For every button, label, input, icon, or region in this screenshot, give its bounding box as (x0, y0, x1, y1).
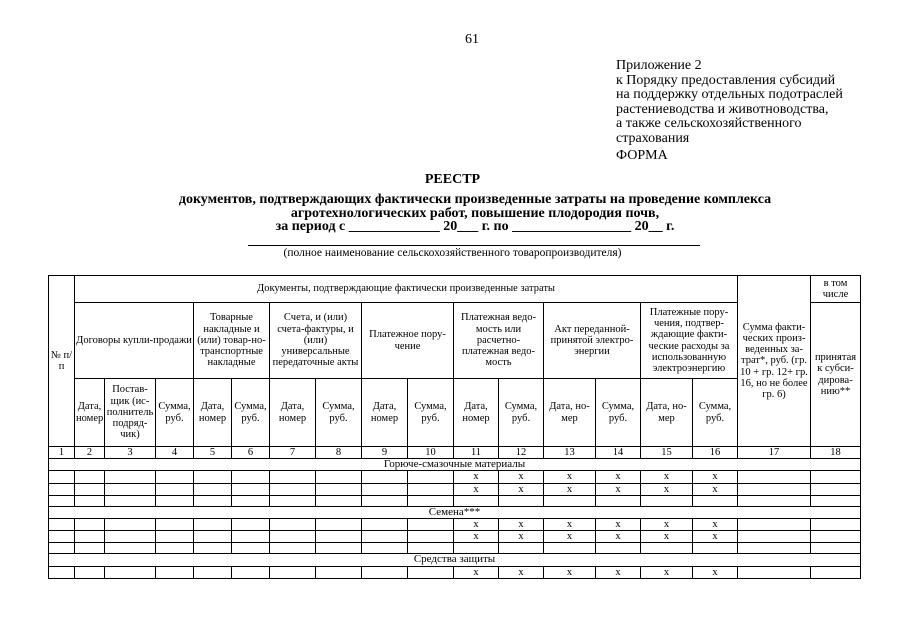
section-title-cell: Семена*** (49, 506, 861, 518)
empty-cell (75, 543, 105, 554)
empty-cell (105, 483, 156, 495)
header-accepted: принятая к субси-дирова-нию** (811, 303, 861, 447)
empty-cell (270, 495, 316, 506)
x-mark-cell: x (693, 471, 738, 483)
empty-cell (194, 483, 232, 495)
table-row (49, 495, 861, 506)
x-mark-cell: x (544, 483, 596, 495)
empty-cell (156, 471, 194, 483)
empty-cell (738, 483, 811, 495)
x-mark-cell: x (499, 566, 544, 578)
appendix-line: а также сельскохозяйственного (616, 116, 802, 132)
header-group-payroll: Платежная ведо-мость или расчетно-платежная ведо-мость (454, 303, 544, 379)
subheader-cell: Сумма, руб. (408, 379, 454, 447)
document-title: РЕЕСТР (424, 172, 481, 187)
header-group-payment-order: Платежное пору-чение (362, 303, 454, 379)
empty-cell (156, 483, 194, 495)
subheader-cell: Сумма, руб. (232, 379, 270, 447)
subheader-cell: Дата, но-мер (544, 379, 596, 447)
empty-cell (270, 566, 316, 578)
subtitle-period-line: за период с _____________ 20___ г. по _________________ 20__ г. (275, 219, 675, 234)
table-row (49, 531, 861, 543)
empty-cell (316, 566, 362, 578)
header-num: № п/п (49, 276, 75, 447)
column-number-cell: 18 (811, 447, 861, 459)
appendix-line: страхования (616, 130, 690, 146)
header-incl: в том числе (811, 276, 861, 303)
producer-caption: (полное наименование сельскохозяйственного товаропроизводителя) (283, 247, 622, 259)
x-mark-cell: x (499, 471, 544, 483)
column-number-cell: 5 (194, 447, 232, 459)
empty-cell (362, 543, 408, 554)
empty-cell (194, 519, 232, 531)
empty-cell (738, 471, 811, 483)
empty-cell (49, 483, 75, 495)
empty-cell (75, 519, 105, 531)
column-number-cell: 6 (232, 447, 270, 459)
empty-cell (811, 531, 861, 543)
empty-cell (75, 495, 105, 506)
empty-cell (408, 471, 454, 483)
empty-cell (105, 519, 156, 531)
column-number-cell: 8 (316, 447, 362, 459)
x-mark-cell: x (454, 483, 499, 495)
empty-cell (156, 543, 194, 554)
section-title-cell: Средства защиты (49, 554, 861, 566)
empty-cell (499, 495, 544, 506)
x-mark-cell: x (596, 531, 641, 543)
empty-cell (408, 483, 454, 495)
x-mark-cell: x (641, 519, 693, 531)
empty-cell (156, 531, 194, 543)
empty-cell (49, 471, 75, 483)
empty-cell (105, 471, 156, 483)
subheader-cell: Дата, номер (454, 379, 499, 447)
empty-cell (408, 566, 454, 578)
table-row (49, 483, 861, 495)
empty-cell (544, 543, 596, 554)
empty-cell (362, 471, 408, 483)
empty-cell (811, 519, 861, 531)
empty-cell (270, 471, 316, 483)
column-number-cell: 13 (544, 447, 596, 459)
column-number-cell: 15 (641, 447, 693, 459)
subheader-cell: Сумма, руб. (316, 379, 362, 447)
empty-cell (738, 531, 811, 543)
x-mark-cell: x (596, 471, 641, 483)
section-row (49, 506, 861, 518)
x-mark-cell: x (454, 566, 499, 578)
empty-cell (641, 543, 693, 554)
empty-cell (49, 543, 75, 554)
empty-cell (232, 483, 270, 495)
empty-cell (408, 543, 454, 554)
registry-table (48, 275, 861, 579)
column-number-cell: 14 (596, 447, 641, 459)
table-row (49, 543, 861, 554)
x-mark-cell: x (544, 531, 596, 543)
empty-cell (75, 483, 105, 495)
x-mark-cell: x (693, 566, 738, 578)
column-number-cell: 1 (49, 447, 75, 459)
empty-cell (408, 495, 454, 506)
table-row (49, 566, 861, 578)
empty-cell (362, 483, 408, 495)
empty-cell (316, 483, 362, 495)
empty-cell (194, 543, 232, 554)
column-number-cell: 17 (738, 447, 811, 459)
empty-cell (738, 543, 811, 554)
section-row (49, 554, 861, 566)
x-mark-cell: x (454, 471, 499, 483)
header-group-power-payments: Платежные пору-чения, подтвер-ждающие факти-ческие расходы за использованную электроэнергию (641, 303, 738, 379)
subheader-cell: Сумма, руб. (693, 379, 738, 447)
form-label: ФОРМА (616, 148, 668, 163)
appendix-line: на поддержку отдельных подотраслей (616, 87, 843, 103)
header-docs-group: Документы, подтверждающие фактически произведенные затраты (75, 276, 738, 303)
empty-cell (270, 531, 316, 543)
header-sum-actual: Сумма факти-ческих произ-веденных за-трат*, руб. (гр. 10 + гр. 12+ гр. 16, но не более гр. 6) (738, 276, 811, 447)
empty-cell (232, 543, 270, 554)
empty-cell (75, 531, 105, 543)
empty-cell (408, 531, 454, 543)
subtitle-line: документов, подтверждающих фактически произведенные затраты на проведение комплекса (178, 192, 772, 207)
empty-cell (232, 531, 270, 543)
empty-cell (156, 566, 194, 578)
x-mark-cell: x (544, 566, 596, 578)
subheader-cell: Сумма, руб. (499, 379, 544, 447)
column-number-cell: 11 (454, 447, 499, 459)
empty-cell (270, 519, 316, 531)
empty-cell (362, 566, 408, 578)
x-mark-cell: x (693, 531, 738, 543)
x-mark-cell: x (454, 519, 499, 531)
x-mark-cell: x (693, 483, 738, 495)
empty-cell (270, 543, 316, 554)
x-mark-cell: x (499, 531, 544, 543)
column-number-cell: 4 (156, 447, 194, 459)
empty-cell (811, 566, 861, 578)
empty-cell (232, 495, 270, 506)
x-mark-cell: x (499, 519, 544, 531)
subheader-cell: Дата, номер (75, 379, 105, 447)
subheader-cell: Постав-щик (ис-полнитель подряд-чик) (105, 379, 156, 447)
empty-cell (454, 495, 499, 506)
empty-cell (499, 543, 544, 554)
empty-cell (232, 471, 270, 483)
empty-cell (316, 495, 362, 506)
empty-cell (811, 495, 861, 506)
page-number: 61 (465, 32, 479, 47)
empty-cell (596, 495, 641, 506)
empty-cell (105, 566, 156, 578)
column-number-cell: 10 (408, 447, 454, 459)
empty-cell (49, 566, 75, 578)
table-row (49, 471, 861, 483)
column-number-cell: 2 (75, 447, 105, 459)
empty-cell (75, 566, 105, 578)
empty-cell (596, 543, 641, 554)
x-mark-cell: x (544, 471, 596, 483)
column-number-cell: 16 (693, 447, 738, 459)
empty-cell (811, 483, 861, 495)
x-mark-cell: x (596, 566, 641, 578)
subheader-cell: Сумма, руб. (156, 379, 194, 447)
empty-cell (811, 471, 861, 483)
x-mark-cell: x (641, 566, 693, 578)
column-number-cell: 7 (270, 447, 316, 459)
subheader-cell: Дата, номер (270, 379, 316, 447)
empty-cell (270, 483, 316, 495)
appendix-line: Приложение 2 (616, 58, 702, 73)
subheader-cell: Дата, номер (194, 379, 232, 447)
empty-cell (408, 519, 454, 531)
x-mark-cell: x (596, 483, 641, 495)
appendix-line: к Порядку предоставления субсидий (616, 72, 836, 88)
empty-cell (362, 519, 408, 531)
section-title-cell: Горюче-смазочные материалы (49, 459, 861, 471)
empty-cell (232, 519, 270, 531)
empty-cell (194, 471, 232, 483)
empty-cell (362, 531, 408, 543)
empty-cell (49, 531, 75, 543)
empty-cell (738, 519, 811, 531)
subtitle-line: агротехнологических работ, повышение плодородия почв, (290, 205, 660, 221)
producer-name-line (248, 245, 700, 246)
empty-cell (194, 495, 232, 506)
empty-cell (738, 566, 811, 578)
header-group-contracts: Договоры купли-продажи (75, 303, 194, 379)
empty-cell (105, 543, 156, 554)
empty-cell (316, 543, 362, 554)
header-group-power-act: Акт переданной-принятой электро-энергии (544, 303, 641, 379)
x-mark-cell: x (641, 531, 693, 543)
x-mark-cell: x (454, 531, 499, 543)
column-number-cell: 9 (362, 447, 408, 459)
x-mark-cell: x (596, 519, 641, 531)
empty-cell (316, 531, 362, 543)
empty-cell (194, 566, 232, 578)
empty-cell (75, 471, 105, 483)
subheader-cell: Дата, но-мер (641, 379, 693, 447)
empty-cell (641, 495, 693, 506)
empty-cell (693, 543, 738, 554)
empty-cell (232, 566, 270, 578)
empty-cell (156, 495, 194, 506)
appendix-line: растениеводства и животноводства, (616, 101, 829, 117)
appendix-note (616, 59, 843, 147)
table-row (49, 519, 861, 531)
section-row (49, 459, 861, 471)
x-mark-cell: x (641, 471, 693, 483)
column-number-cell: 3 (105, 447, 156, 459)
column-number-cell: 12 (499, 447, 544, 459)
empty-cell (544, 495, 596, 506)
empty-cell (105, 531, 156, 543)
document-subtitle (140, 193, 810, 234)
x-mark-cell: x (693, 519, 738, 531)
empty-cell (693, 495, 738, 506)
empty-cell (454, 543, 499, 554)
subheader-cell: Дата, номер (362, 379, 408, 447)
empty-cell (49, 495, 75, 506)
empty-cell (194, 531, 232, 543)
empty-cell (316, 519, 362, 531)
empty-cell (738, 495, 811, 506)
x-mark-cell: x (544, 519, 596, 531)
x-mark-cell: x (641, 483, 693, 495)
subheader-cell: Сумма, руб. (596, 379, 641, 447)
empty-cell (49, 519, 75, 531)
empty-cell (105, 495, 156, 506)
empty-cell (316, 471, 362, 483)
empty-cell (362, 495, 408, 506)
empty-cell (156, 519, 194, 531)
x-mark-cell: x (499, 483, 544, 495)
empty-cell (811, 543, 861, 554)
header-group-invoices: Счета, и (или) счета-фактуры, и (или) универсальные передаточные акты (270, 303, 362, 379)
header-group-waybills: Товарные накладные и (или) товар-но-транспортные накладные (194, 303, 270, 379)
